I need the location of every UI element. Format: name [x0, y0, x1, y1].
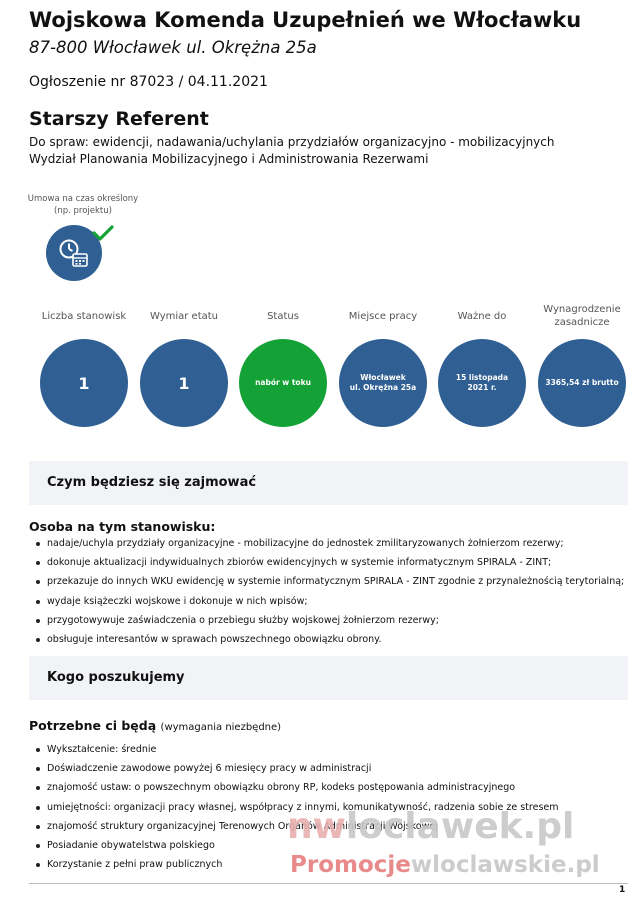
list-item: Korzystanie z pełni praw publicznych [34, 855, 559, 874]
stat-label: Miejsce pracy [348, 310, 418, 322]
list-item: Doświadczenie zawodowe powyżej 6 miesięcy pracy w administracji [34, 759, 559, 778]
requirements-subheading-main: Potrzebne ci będą [29, 718, 157, 733]
stat-value: nabór w toku [255, 378, 311, 387]
watermark-prefix: nw [287, 806, 346, 847]
list-item: Posiadanie obywatelstwa polskiego [34, 836, 559, 855]
contract-type-line2: (np. projektu) [54, 206, 112, 216]
list-item: Wykształcenie: średnie [34, 740, 559, 759]
stat-value: 3365,54 zł brutto [545, 378, 619, 387]
stat-circle [140, 339, 228, 427]
list-item: wydaje książeczki wojskowe i dokonuje w nich wpisów; [34, 592, 624, 611]
announcement-number: Ogłoszenie nr 87023 / 04.11.2021 [29, 74, 268, 90]
org-name: Wojskowa Komenda Uzupełnień we Włocławku [29, 8, 582, 32]
status-badge [239, 339, 327, 427]
watermark-prefix: Promocje [290, 852, 411, 878]
list-item: znajomość struktury organizacyjnej Terenowych Organów Administracji Wojskowej [34, 817, 559, 836]
stat-label: Ważne do [457, 310, 507, 322]
check-icon [92, 224, 114, 242]
job-title: Starszy Referent [29, 108, 209, 130]
section-header-duties [29, 461, 628, 505]
stat-circle [438, 339, 526, 427]
stat-value-line1: Włocławek [360, 373, 406, 382]
stat-value: 1 [78, 373, 90, 393]
stat-label: Wynagrodzenie zasadnicze [543, 304, 621, 328]
list-item: dokonuje aktualizacji indywidualnych zbiorów ewidencyjnych w systemie informatycznym SPIRALA - ZINT; [34, 553, 624, 572]
list-item: znajomość ustaw: o powszechnym obowiązku obrony RP, kodeks postępowania administracyjnego [34, 778, 559, 797]
list-item: nadaje/uchyla przydziały organizacyjne - mobilizacyjne do jednostek zmilitaryzowanych żołnierzom rezerwy; [34, 534, 624, 553]
page-number: 1 [619, 885, 626, 895]
watermark-rest: loclawek.pl [345, 806, 575, 847]
section-title: Czym będziesz się zajmować [47, 475, 257, 490]
stat-label: Liczba stanowisk [41, 310, 127, 322]
stat-label: Wymiar etatu [149, 310, 219, 322]
contract-type-line1: Umowa na czas określony [27, 194, 139, 204]
watermark-nwloclawek [287, 806, 574, 847]
section-title: Kogo poszukujemy [47, 670, 185, 685]
list-item: przekazuje do innych WKU ewidencję w systemie informatycznym SPIRALA - ZINT zgodnie z przynależnością terytorialną; [34, 572, 624, 591]
list-item: obsługuje interesantów w sprawach powszechnego obowiązku obrony. [34, 630, 624, 649]
requirements-subheading [29, 718, 281, 733]
stat-value [344, 373, 422, 393]
list-item: umiejętności: organizacji pracy własnej, współpracy z innymi, komunikatywność, radzenia sobie ze stresem [34, 798, 559, 817]
stat-circle [538, 339, 626, 427]
requirements-subheading-note: (wymagania niezbędne) [160, 722, 282, 733]
stat-value: 1 [178, 373, 190, 393]
watermark-promocje [290, 852, 600, 878]
stat-circle [339, 339, 427, 427]
stat-value [450, 373, 514, 393]
watermark-rest: wloclawskie.pl [410, 852, 600, 878]
stat-value-line1: 15 listopada [455, 373, 509, 382]
stat-circle [40, 339, 128, 427]
stat-value-line2: 2021 r. [467, 383, 497, 392]
section-header-requirements [29, 656, 628, 700]
job-description: Do spraw: ewidencji, nadawania/uchylania przydziałów organizacyjno - mobilizacyjnych Wydział Planowania Mobilizacyjnego i Administrowania Rezerwami [29, 135, 555, 166]
contract-type-label [22, 193, 144, 217]
stat-value-line2: ul. Okrężna 25a [349, 383, 417, 392]
stat-label: Status [267, 310, 299, 322]
org-address: 87-800 Włocławek ul. Okrężna 25a [29, 38, 317, 57]
footer-divider [29, 883, 628, 884]
duties-subheading: Osoba na tym stanowisku: [29, 519, 216, 534]
duties-list [34, 534, 624, 649]
list-item: przygotowywuje zaświadczenia o przebiegu służby wojskowej żołnierzom rezerwy; [34, 611, 624, 630]
